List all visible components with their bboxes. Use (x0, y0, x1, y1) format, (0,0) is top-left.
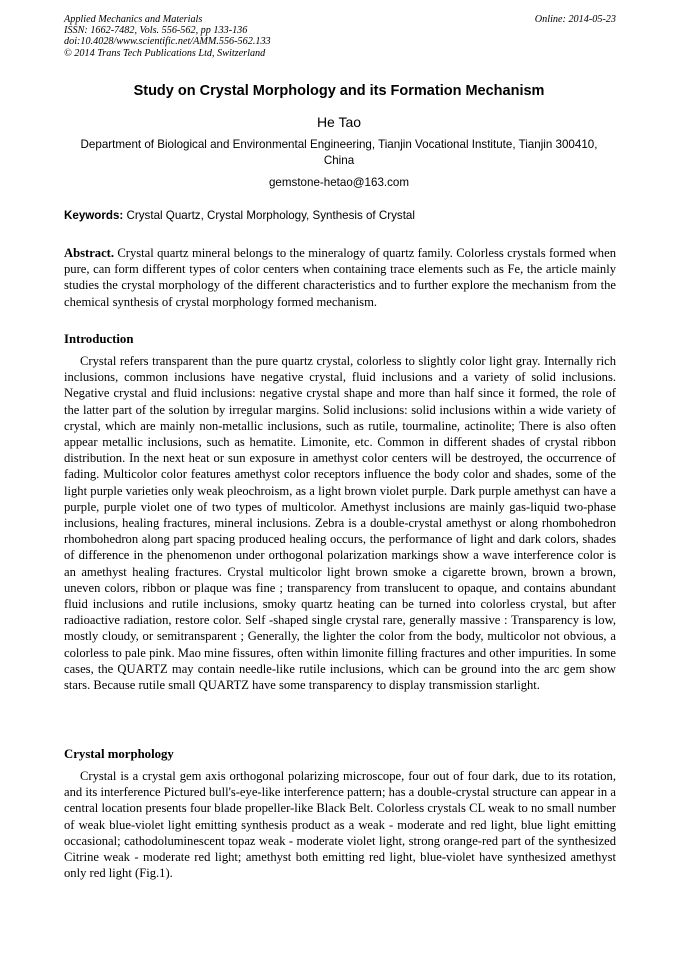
author-affiliation: Department of Biological and Environmental Engineering, Tianjin Vocational Institute, Tianjin 300410, China (80, 138, 598, 167)
copyright-line: © 2014 Trans Tech Publications Ltd, Switzerland (64, 47, 266, 59)
abstract-text: Crystal quartz mineral belongs to the mineralogy of quartz family. Colorless crystals formed when pure, can form different types of color centers when containing trace elements such as Fe, the article mainly studies the crystal morphology of the different characteristics and to further explore the mechanism from the chemical synthesis of crystal morphology formed mechanism. (64, 246, 616, 309)
journal-name: Applied Mechanics and Materials (64, 14, 203, 25)
doi-line: doi:10.4028/www.scientific.net/AMM.556-562.133 (64, 36, 271, 48)
section-body-crystal-morphology: Crystal is a crystal gem axis orthogonal polarizing microscope, four out of four dark, due to its rotation, and its interference Pictured bull's-eye-like interference pattern; has a double-crystal structure can appear in a central location presents four blade propeller-like Black Belt. Colorless crystals CL weak to no small number of weak blue-violet light emitting synthesis product as a weak - moderate and red light, blue light emitting occasional; cathodoluminescent topaz weak - moderate violet light, strong orange-red part of the synthesized Citrine weak - moderate red light; amethyst both emitting red light, blue-violet have synthesized amethyst only red light (Fig.1). (64, 769, 616, 881)
author-email: gemstone-hetao@163.com (268, 176, 410, 189)
abstract (64, 245, 616, 310)
keywords (64, 208, 616, 223)
abstract-label: Abstract. (64, 246, 115, 260)
section-heading-crystal-morphology: Crystal morphology (64, 747, 174, 761)
section-heading-introduction: Introduction (64, 332, 134, 346)
author-name: He Tao (316, 114, 362, 130)
keywords-list: Crystal Quartz, Crystal Morphology, Synthesis of Crystal (126, 209, 415, 222)
issn-line: ISSN: 1662-7482, Vols. 556-562, pp 133-136 (64, 25, 248, 37)
journal-header (64, 14, 616, 59)
online-date: Online: 2014-05-23 (534, 14, 616, 25)
keywords-label: Keywords: (64, 209, 124, 222)
section-body-introduction: Crystal refers transparent than the pure quartz crystal, colorless to slightly color light gray. Internally rich inclusions, common inclusions have negative crystal, fluid inclusions and a variety of solid inclusions. Negative crystal and fluid inclusions: negative crystal shape and more than half since it formed, the role of the latter part of the solution by irregular margins. Solid inclusions: solid inclusions within a wide variety of crystal, which are mainly non-metallic inclusions, such as rutile, tourmaline, actinolite; There is also often appear metallic inclusions, such as hematite. Limonite, etc. Common in different shades of crystal ribbon distribution. In the next heat or sun exposure in amethyst color centers will be destroyed, the occurrence of fading. Multicolor color features amethyst color receptors influence the body color and shades, some of the light purple varieties only weak pleochroism, as a light brown violet purple. Dark purple amethyst can have a purple, purple violet one of two types of multicolor. Amethyst inclusions are mainly gas-liquid two-phase inclusions, healing fractures, mineral inclusions. Zebra is a double-crystal amethyst or along rhombohedron rhombohedron along part spacing produced healing occurs, the performance of light and dark colors, shades of difference in the phenomenon under orthogonal polarization markings show a wave interference color is an amethyst healing fractures. Crystal multicolor light brown smoke a cigarette brown, brown a brown, uneven colors, ribbon or plaque was fine ; transparency from translucent to opaque, and contains abundant fluid inclusions and rutile inclusions, smoky quartz heating can be turned into colorless crystal, but after radioactive radiation, restore color. Self -shaped single crystal rare, generally massive : Transparency is low, mostly cloudy, or semitransparent ; Generally, the lighter the color from the body, multicolor not obvious, a colorless to pale pink. Mao mine fissures, often within limonite filling fractures and other impurities. In some cases, the QUARTZ may contain needle-like rutile inclusions, which can be ground into the arc gem show stars. Because rutile small QUARTZ have some transparency to display transmission starlight. (64, 354, 616, 693)
paper-title: Study on Crystal Morphology and its Formation Mechanism (133, 83, 545, 99)
